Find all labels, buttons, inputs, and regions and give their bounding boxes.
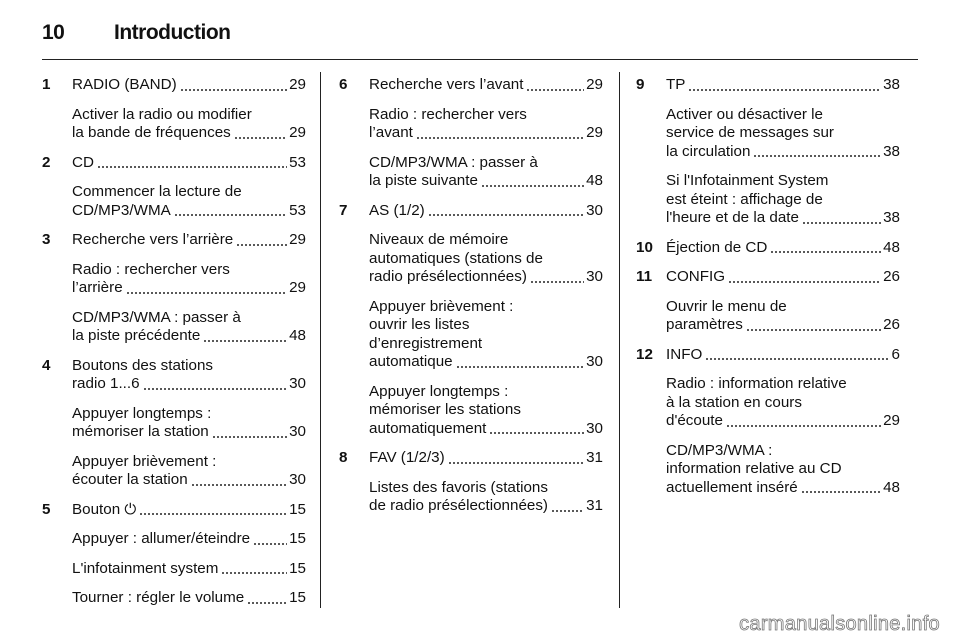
page-reference: 31: [586, 497, 603, 514]
dot-leader: [143, 388, 288, 390]
entry-text: [339, 383, 603, 439]
entry-text: [42, 589, 306, 608]
index-entry: [636, 268, 900, 287]
entry-line-with-page: [369, 124, 603, 143]
index-entry: [636, 106, 900, 162]
item-number: 5: [42, 500, 51, 518]
dot-leader: [139, 513, 287, 515]
entry-label: écouter la station: [72, 471, 188, 488]
item-number: 6: [339, 76, 348, 93]
index-column-3: [636, 76, 900, 508]
page-reference: 29: [586, 124, 603, 141]
item-number: 12: [636, 345, 653, 363]
entry-line-with-page: [72, 202, 306, 221]
dot-leader: [191, 484, 287, 486]
entry-line: Si l'Infotainment System: [666, 172, 829, 189]
index-entry: [42, 183, 306, 220]
item-number: 2: [42, 153, 51, 171]
dot-leader: [247, 602, 287, 604]
entry-text: [42, 405, 306, 442]
index-entry: [42, 453, 306, 490]
index-entry: [339, 106, 603, 143]
entry-line-with-page: [72, 327, 306, 346]
chapter-title: Introduction: [114, 21, 231, 44]
page-reference: 30: [289, 375, 306, 392]
page-reference: 30: [586, 419, 603, 437]
index-entry: [42, 309, 306, 346]
dot-leader: [428, 214, 584, 216]
entry-label: AS (1/2): [369, 201, 425, 219]
entry-line: CD/MP3/WMA :: [666, 441, 773, 459]
dot-leader: [180, 89, 287, 91]
entry-text: [42, 501, 306, 520]
entry-label: mémoriser la station: [72, 423, 209, 440]
entry-text: [636, 76, 900, 95]
dot-leader: [802, 222, 881, 224]
entry-label: Tourner : régler le volume: [72, 589, 245, 606]
dot-leader: [770, 251, 881, 253]
entry-line-with-page: [369, 268, 603, 287]
dot-leader: [481, 185, 584, 187]
page-reference: 38: [883, 209, 900, 226]
page-reference: 30: [586, 268, 603, 285]
entry-line: Commencer la lecture de: [72, 183, 242, 200]
item-number: 3: [42, 231, 51, 248]
dot-leader: [726, 425, 881, 427]
entry-label: automatique: [369, 353, 453, 370]
index-entry: [636, 298, 900, 335]
page-reference: 29: [289, 231, 306, 248]
entry-line-with-page: [666, 143, 900, 162]
entry-line: Appuyer longtemps :: [369, 382, 509, 400]
entry-label: la circulation: [666, 142, 751, 160]
entry-label: l’avant: [369, 124, 413, 141]
dot-leader: [174, 214, 287, 216]
column-divider: [619, 72, 620, 608]
entry-text: [636, 106, 900, 162]
entry-line: CD/MP3/WMA : passer à: [369, 153, 538, 171]
entry-text: [339, 202, 603, 221]
page-reference: 53: [289, 201, 306, 219]
index-entry: [42, 405, 306, 442]
dot-leader: [448, 462, 584, 464]
dot-leader: [530, 281, 584, 283]
index-entry: [339, 383, 603, 439]
dot-leader: [688, 89, 881, 91]
dot-leader: [551, 510, 584, 512]
entry-line-with-page: [369, 420, 603, 439]
entry-text: [42, 76, 306, 95]
entry-line-with-page: [72, 231, 306, 250]
entry-line-with-page: [72, 154, 306, 173]
page-reference: 48: [289, 327, 306, 344]
entry-label: TP: [666, 76, 686, 93]
entry-text: [636, 346, 900, 365]
index-entry: [42, 589, 306, 608]
page-reference: 30: [586, 201, 603, 219]
entry-line: Listes des favoris (stations: [369, 478, 548, 496]
entry-line-with-page: [72, 530, 306, 549]
entry-text: [42, 183, 306, 220]
index-entry: [42, 560, 306, 579]
entry-line-with-page: [666, 412, 900, 431]
index-entry: [42, 357, 306, 394]
entry-text: [42, 106, 306, 143]
header-rule: [42, 59, 918, 60]
entry-text: [636, 442, 900, 498]
watermark: carmanualsonline.info: [739, 613, 940, 635]
entry-line-with-page: [72, 589, 306, 608]
page-reference: 30: [289, 423, 306, 440]
entry-line: service de messages sur: [666, 124, 834, 141]
page-reference: 38: [883, 142, 900, 160]
entry-label: actuellement inséré: [666, 478, 798, 496]
entry-label: automatiquement: [369, 419, 487, 437]
index-entry: [42, 106, 306, 143]
entry-label: l’arrière: [72, 279, 123, 296]
entry-line-with-page: [666, 479, 900, 498]
page-header: [42, 18, 230, 48]
entry-label: Recherche vers l’avant: [369, 76, 524, 93]
entry-text: [339, 154, 603, 191]
entry-text: [42, 560, 306, 579]
entry-line: Radio : information relative: [666, 375, 847, 392]
index-entry: [339, 449, 603, 468]
entry-label: Éjection de CD: [666, 238, 768, 256]
entry-line-with-page: [72, 375, 306, 394]
item-number: 8: [339, 449, 348, 466]
index-entry: [339, 76, 603, 95]
index-entry: [636, 346, 900, 365]
entry-line-with-page: [666, 316, 900, 335]
entry-text: [42, 309, 306, 346]
entry-line: ouvrir les listes: [369, 316, 470, 333]
entry-text: [42, 261, 306, 298]
page-reference: 29: [883, 412, 900, 429]
entry-line: d’enregistrement: [369, 334, 483, 352]
page-reference: 15: [289, 530, 306, 547]
entry-label: paramètres: [666, 316, 743, 333]
index-entry: [339, 231, 603, 287]
entry-line: Radio : rechercher vers: [369, 105, 527, 123]
entry-line: CD/MP3/WMA : passer à: [72, 308, 241, 326]
entry-line: Niveaux de mémoire: [369, 231, 509, 248]
entry-label: Bouton ⏻: [72, 500, 137, 518]
index-entry: [42, 154, 306, 173]
entry-line-with-page: [369, 76, 603, 95]
index-column-2: [339, 76, 603, 527]
dot-leader: [728, 281, 881, 283]
dot-leader: [234, 137, 287, 139]
index-entry: [636, 172, 900, 228]
entry-line-with-page: [72, 279, 306, 298]
dot-leader: [489, 432, 584, 434]
index-entry: [42, 530, 306, 549]
item-number: 4: [42, 356, 51, 374]
dot-leader: [416, 137, 584, 139]
entry-line: Radio : rechercher vers: [72, 260, 230, 278]
entry-label: CD: [72, 153, 94, 171]
entry-label: Appuyer : allumer/éteindre: [72, 530, 251, 547]
entry-text: [636, 172, 900, 228]
item-number: 1: [42, 76, 51, 93]
dot-leader: [203, 340, 287, 342]
entry-label: radio 1...6: [72, 375, 140, 392]
index-entry: [42, 76, 306, 95]
page-reference: 15: [289, 559, 306, 577]
entry-label: RADIO (BAND): [72, 76, 177, 93]
page-reference: 15: [289, 589, 306, 606]
index-entry: [636, 442, 900, 498]
entry-line-with-page: [369, 353, 603, 372]
entry-line-with-page: [666, 239, 900, 258]
entry-line: Appuyer longtemps :: [72, 404, 212, 422]
index-entry: [42, 501, 306, 520]
entry-line-with-page: [369, 497, 603, 516]
page-reference: 48: [586, 172, 603, 189]
entry-label: CONFIG: [666, 268, 726, 285]
entry-label: l'heure et de la date: [666, 209, 799, 226]
entry-line: Activer la radio ou modifier: [72, 105, 252, 123]
dot-leader: [753, 155, 881, 157]
item-number: 10: [636, 238, 653, 256]
entry-text: [339, 479, 603, 516]
dot-leader: [253, 543, 287, 545]
entry-text: [42, 357, 306, 394]
entry-line-with-page: [72, 423, 306, 442]
entry-line: Appuyer brièvement :: [72, 452, 217, 470]
page-reference: 29: [586, 76, 603, 93]
entry-text: [339, 76, 603, 95]
dot-leader: [212, 436, 287, 438]
dot-leader: [97, 166, 287, 168]
entry-line-with-page: [666, 346, 900, 365]
entry-line: Appuyer brièvement :: [369, 297, 514, 315]
index-entry: [339, 298, 603, 372]
entry-line-with-page: [666, 209, 900, 228]
entry-label: la bande de fréquences: [72, 124, 231, 141]
dot-leader: [126, 292, 287, 294]
entry-text: [42, 231, 306, 250]
entry-line-with-page: [369, 172, 603, 191]
page-reference: 30: [586, 353, 603, 370]
entry-line-with-page: [369, 449, 603, 468]
dot-leader: [705, 358, 889, 360]
item-number: 7: [339, 201, 348, 219]
page-reference: 6: [891, 345, 900, 363]
page-reference: 26: [883, 268, 900, 285]
entry-line: à la station en cours: [666, 393, 802, 411]
item-number: 9: [636, 76, 645, 93]
entry-label: la piste suivante: [369, 172, 478, 189]
item-number: 11: [636, 268, 653, 285]
entry-label: la piste précédente: [72, 327, 201, 344]
page-reference: 38: [883, 76, 900, 93]
entry-line: Ouvrir le menu de: [666, 297, 787, 315]
index-entry: [42, 231, 306, 250]
page-reference: 15: [289, 500, 306, 518]
dot-leader: [456, 366, 585, 368]
entry-line-with-page: [369, 202, 603, 221]
entry-text: [42, 154, 306, 173]
dot-leader: [236, 244, 287, 246]
index-entry: [636, 375, 900, 431]
entry-line: automatiques (stations de: [369, 249, 543, 267]
entry-line-with-page: [72, 501, 306, 520]
entry-text: [339, 298, 603, 372]
dot-leader: [746, 329, 881, 331]
entry-label: FAV (1/2/3): [369, 449, 445, 466]
entry-label: radio présélectionnées): [369, 268, 527, 285]
index-entry: [339, 154, 603, 191]
entry-label: INFO: [666, 345, 703, 363]
dot-leader: [526, 89, 584, 91]
entry-text: [636, 239, 900, 258]
index-column-1: [42, 76, 306, 619]
entry-text: [42, 530, 306, 549]
entry-label: L'infotainment system: [72, 559, 219, 577]
index-entry: [636, 76, 900, 95]
page-reference: 53: [289, 153, 306, 171]
entry-line: Boutons des stations: [72, 356, 213, 374]
entry-line: est éteint : affichage de: [666, 190, 823, 208]
dot-leader: [221, 572, 287, 574]
entry-line-with-page: [72, 124, 306, 143]
entry-label: de radio présélectionnées): [369, 497, 548, 514]
entry-text: [339, 231, 603, 287]
page-reference: 26: [883, 316, 900, 333]
page-reference: 30: [289, 471, 306, 488]
entry-text: [636, 298, 900, 335]
column-divider: [320, 72, 321, 608]
entry-line-with-page: [72, 471, 306, 490]
page-reference: 48: [883, 478, 900, 496]
entry-line-with-page: [666, 268, 900, 287]
index-entry: [42, 261, 306, 298]
entry-text: [339, 449, 603, 468]
entry-label: Recherche vers l’arrière: [72, 231, 234, 248]
index-entry: [636, 239, 900, 258]
dot-leader: [801, 491, 881, 493]
page-reference: 48: [883, 238, 900, 256]
index-entry: [339, 479, 603, 516]
entry-text: [339, 106, 603, 143]
page-reference: 29: [289, 279, 306, 296]
entry-line-with-page: [666, 76, 900, 95]
entry-line-with-page: [72, 560, 306, 579]
page-reference: 29: [289, 76, 306, 93]
entry-line: mémoriser les stations: [369, 401, 521, 418]
entry-line: information relative au CD: [666, 460, 842, 477]
entry-line: Activer ou désactiver le: [666, 105, 824, 123]
entry-text: [636, 268, 900, 287]
page-reference: 31: [586, 449, 603, 466]
page-number: 10: [42, 21, 65, 44]
entry-label: d'écoute: [666, 412, 723, 429]
page-reference: 29: [289, 124, 306, 141]
entry-line-with-page: [72, 76, 306, 95]
entry-text: [636, 375, 900, 431]
entry-text: [42, 453, 306, 490]
index-entry: [339, 202, 603, 221]
entry-label: CD/MP3/WMA: [72, 201, 171, 219]
